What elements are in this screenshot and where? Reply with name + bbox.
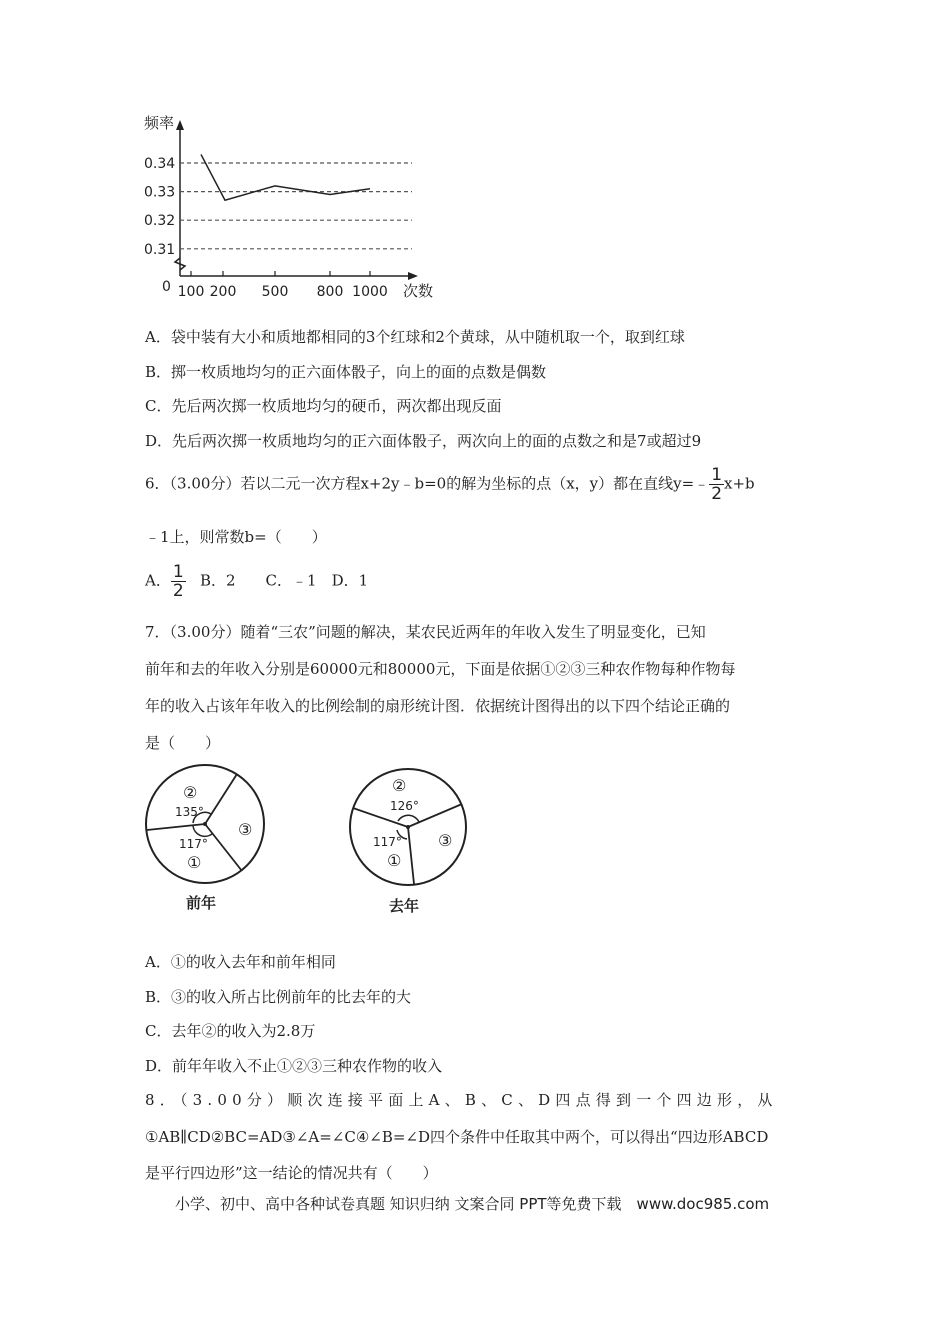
q6-stem-text-tail: x+b — [724, 474, 755, 493]
q7-stem-line2: 前年和去的年收入分别是60000元和80000元，下面是依据①②③三种农作物每种作物每 — [145, 660, 736, 678]
q6-options-rest: B．2 C．﹣1 D．1 — [199, 571, 369, 590]
q6-option-a-numerator: 1 — [172, 562, 184, 582]
q7-stem-line4: 是（ ） — [145, 734, 221, 752]
x-axis-label: 次数 — [403, 282, 434, 300]
pie-right-angle-top: 126° — [390, 799, 419, 813]
q8-stem-line1: 8．（3.00分）顺次连接平面上A、B、C、D四点得到一个四边形，从 — [145, 1091, 778, 1109]
y-axis-arrow — [176, 120, 184, 130]
q8-stem-line2: ①AB∥CD②BC=AD③∠A=∠C④∠B=∠D四个条件中任取其中两个，可以得出“四边形ABCD — [145, 1128, 769, 1146]
frequency-series-line — [201, 154, 370, 200]
q7-option-b: B．③的收入所占比例前年的比去年的大 — [145, 988, 412, 1006]
x-tick-label: 200 — [209, 284, 237, 300]
pie-right-angle-left: 117° — [373, 835, 402, 849]
q8-stem-line3: 是平行四边形”这一结论的情况共有（ ） — [145, 1164, 438, 1182]
q7-option-a: A．①的收入去年和前年相同 — [145, 953, 336, 971]
q5-option-b: B．掷一枚质地均匀的正六面体骰子，向上的面的点数是偶数 — [145, 363, 547, 381]
q6-stem-line1 — [145, 466, 755, 503]
q6-stem-text: 6．（3.00分）若以二元一次方程x+2y﹣b=0的解为坐标的点（x，y）都在直线y=﹣ — [145, 474, 710, 493]
q6-fraction-denominator: 2 — [711, 484, 723, 504]
q7-stem-line1: 7．（3.00分）随着“三农”问题的解决，某农民近两年的年收入发生了明显变化，已知 — [145, 623, 706, 641]
q7-stem-line3: 年的收入占该年年收入的比例绘制的扇形统计图．依据统计图得出的以下四个结论正确的 — [145, 697, 731, 715]
pie-charts — [135, 760, 475, 920]
y-axis-label: 频率 — [144, 114, 175, 132]
q6-option-a-label: A． — [145, 571, 171, 590]
y-tick-label: 0.34 — [144, 156, 176, 172]
x-tick-label: 800 — [316, 284, 344, 300]
pie-left-label-3: ③ — [238, 820, 253, 839]
q6-option-a-fraction — [171, 563, 186, 600]
x-axis-arrow — [408, 272, 418, 280]
pie-right-label-3: ③ — [438, 831, 453, 850]
q5-option-a: A．袋中装有大小和质地都相同的3个红球和2个黄球，从中随机取一个，取到红球 — [145, 328, 685, 346]
x-tick-label: 100 — [177, 284, 205, 300]
y-tick-label: 0.32 — [144, 213, 176, 230]
q5-option-c: C．先后两次掷一枚质地均匀的硬币，两次都出现反面 — [145, 397, 502, 415]
q6-options — [145, 563, 368, 600]
q6-fraction — [709, 466, 724, 503]
pie-left-label-2: ② — [183, 783, 198, 802]
page-footer: 小学、初中、高中各种试卷真题 知识归纳 文案合同 PPT等免费下载 www.doc985.com — [175, 1195, 770, 1213]
pie-left-angle-top: 135° — [175, 805, 204, 819]
pie-left-label-1: ① — [187, 853, 202, 872]
x-tick-label: 500 — [261, 284, 289, 300]
q7-option-c: C．去年②的收入为2.8万 — [145, 1022, 316, 1040]
pie-right — [350, 769, 466, 915]
y-tick-label: 0.31 — [144, 241, 176, 258]
origin-label: 0 — [162, 279, 171, 295]
y-tick-label: 0.33 — [144, 184, 176, 201]
q6-stem-line2: ﹣1上，则常数b=（ ） — [145, 528, 327, 546]
pie-right-caption: 去年 — [389, 897, 420, 915]
q6-fraction-numerator: 1 — [711, 465, 723, 485]
q5-option-d: D．先后两次掷一枚质地均匀的正六面体骰子，两次向上的面的点数之和是7或超过9 — [145, 432, 702, 450]
frequency-line-chart — [130, 108, 450, 308]
pie-left — [146, 765, 264, 912]
pie-left-angle-bottom: 117° — [179, 837, 208, 851]
q6-option-a-denominator: 2 — [172, 581, 184, 601]
pie-left-caption: 前年 — [186, 894, 217, 912]
x-tick-label: 1000 — [352, 284, 388, 300]
pie-right-label-2: ② — [392, 776, 407, 795]
q7-option-d: D．前年年收入不止①②③三种农作物的收入 — [145, 1057, 443, 1075]
pie-right-label-1: ① — [387, 851, 402, 870]
